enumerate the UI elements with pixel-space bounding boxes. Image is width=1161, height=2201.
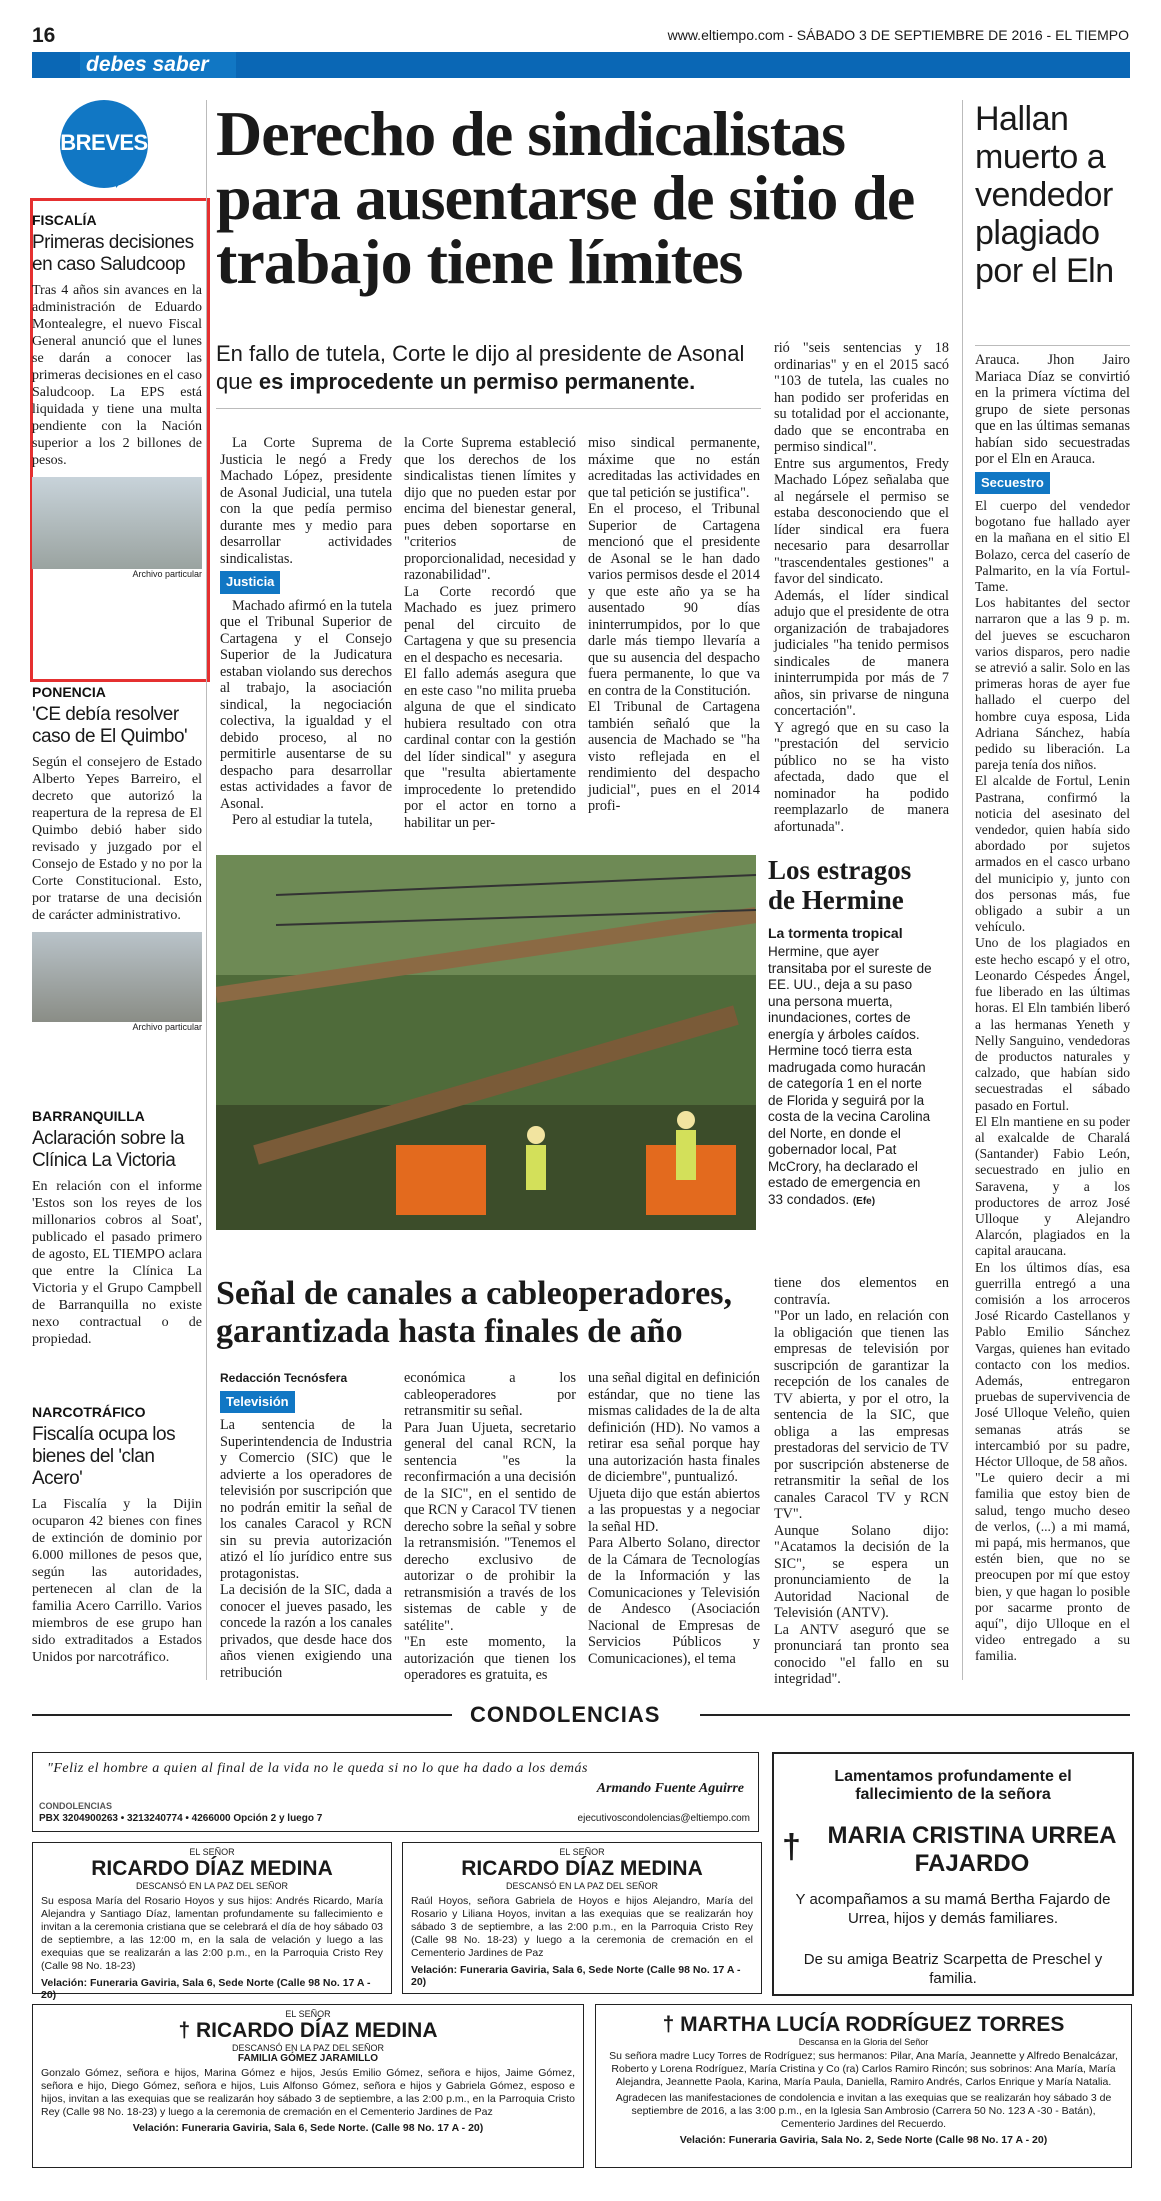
tv-headline: Señal de canales a cableoperadores, garantizada hasta finales de año (216, 1275, 732, 1350)
notice-text: Su señora madre Lucy Torres de Rodríguez; sus hermanos: Pilar, Ana María, Jeannette y Alfredo Benalcázar, Roberto y Lorena Rodríguez, María Cristina y Co (ra) Carlos Ramiro Rincón; sus sobrinos: Ana María, María Alejandra, Jeannette Paola, Karina, María Paula, Daniella, Ramiro Andrés, Carlos Enrique y María Natalia. (609, 2050, 1118, 2088)
notice-header: Lamentamos profundamente el fallecimiento de la señora (834, 1768, 1072, 1803)
notice-diaz-1 (32, 1842, 392, 2001)
brief-ponencia (32, 684, 202, 1032)
brief-narcotrafico (32, 1404, 202, 1666)
main-column-2: la Corte Suprema estableció que los derechos de los sindicalistas tienen límites y dijo que no pueden estar por encima del bienestar general, pues deben soportarse en "criterios de proporcionalidad, necesidad y razonabilidad". La Corte recordó que Machado es juez primero penal del circuito de Cartagena y que su presencia en el despacho es necesaria. El fallo además asegura que en este caso "no milita prueba alguna de que el sindicato hubiera resultado con otra cardinal contar con la gestión del líder sindical" y asegura que "resulta abiertamente improcedente lo pretendido por el actor en torno a habilitar un per- (404, 435, 576, 831)
brief-photo (32, 477, 202, 569)
condolencias-quote-box (32, 1752, 759, 1832)
main-col1-p1: La Corte Suprema de Justicia le negó a Fredy Machado López, presidente de Asonal Judicial, una tutela con la que pedía permiso durante mes y medio para desarrollar actividades sindicalistas. (220, 435, 392, 567)
notice-text-2: Agradecen las manifestaciones de condolencia e invitan a las exequias que se realizarán hoy sábado 3 de septiembre de 2016, a las 3:00 p.m., en la Iglesia San Ambrosio (Carrera 50 No. 123 A -30 - Batán), Cementerio Jardines del Recuerdo. (615, 2092, 1112, 2130)
notice-venue: Velación: Funeraria Gaviria, Sala 6, Sede Norte (Calle 98 No. 17 A - 20) (411, 1964, 741, 1988)
date-line: www.eltiempo.com - SÁBADO 3 DE SEPTIEMBRE DE 2016 - EL TIEMPO (667, 27, 1129, 43)
section-tag: Secuestro (975, 472, 1050, 495)
hermine-subtitle: La tormenta tropical (768, 925, 903, 941)
main-deck (216, 340, 756, 396)
brief-title: Fiscalía ocupa los bienes del 'clan Acero' (32, 1424, 176, 1489)
notice-post: Descansa en la Gloria del Señor (798, 2037, 929, 2047)
main-column-1 (220, 435, 392, 829)
notice-sign: De su amiga Beatriz Scarpetta de Preschel y familia. (803, 1951, 1103, 1987)
breves-bubble-tail (116, 168, 134, 188)
notice-diaz-2 (402, 1842, 762, 1994)
notice-name: RICARDO DÍAZ MEDINA (461, 1857, 703, 1880)
main-column-3: miso sindical permanente, máxime que no están acreditadas las actividades en que tal petición se justifica". En el proceso, el Tribunal Superior de Cartagena mencionó que el presidente de Asonal se le han dado varios permisos desde el 2014 y que este año ya se ha ausentado 90 días ininterrumpidos, por lo que darle más tiempo llevaría a que su ausencia del despacho fuera permanente, lo que va en contra de la Constitución. El Tribunal de Cartagena también señaló que la ausencia de Machado se "ha visto reflejada en el rendimiento del despacho judicial", pues en el 2014 profi- (588, 435, 760, 814)
cross-icon: † (662, 2013, 681, 2036)
side-body: El cuerpo del vendedor bogotano fue hallado ayer en la mañana en el sitio El Bolazo, cerca del caserío de Palmarito, en la vía Fortul-Tame. Los habitantes del sector narraron que a las 9 p. m. del jueves se escucharon varios disparos, pero nadie se atrevió a salir. Solo en las primeras horas de ayer fue hallado el cuerpo del hombre cuya esposa, Lida Adriana Sánchez, había pedido su liberación. La pareja tenía dos niños. El alcalde de Fortul, Lenin Pastrana, confirmó la noticia del asesinato del vendedor, quien había sido abordado por sujetos armados en el casco urbano del municipio y, junto con dos personas más, fue obligado a subir a un vehículo. Uno de los plagiados en este hecho escapó y el otro, Leonardo Céspedes Ángel, fue liberado en las últimas horas. El Eln también liberó a las hermanas Yeneth y Nelly Sanguino, vendedoras de productos naturales y calzado, que habían sido secuestradas el sábado pasado en Fortul. El Eln mantiene en su poder al exalcalde de Charalá (Santander) Fabio León, secuestrado en julio en Saravena, y a los productores de arroz José Ulloque y Alejandro Alarcón, plagiados en la capital araucana. En los últimos días, esa guerrilla entregó a una comisión a los arroceros José Ricardo Castellanos y Pablo Emilio Sánchez Vargas, quienes han evitado contacto con los medios. Además, entregaron pruebas de supervivencia de José Ulloque Veleño, quien semanas atrás se intercambió por su padre, Héctor Ulloque, de 58 años. "Le quiero decir a mi familia que estoy bien de salud, tengo mucho deseo de verlos, (...) a mi mamá, mi papá, mis hermanos, que estén bien, que no se preocupen por mí que estoy bien, y que hagan lo posible por sacarme pronto de aquí", dijo Ulloque en el video entregado a su familia. (975, 498, 1130, 1664)
main-col1-p3: Pero al estudiar la tutela, (232, 812, 373, 828)
column-divider (962, 100, 963, 1680)
brief-kicker: BARRANQUILLA (32, 1108, 145, 1124)
brief-kicker: PONENCIA (32, 684, 106, 700)
brief-kicker: NARCOTRÁFICO (32, 1404, 146, 1420)
contact-label: CONDOLENCIAS (39, 1801, 113, 1811)
brief-text: En relación con el informe 'Estos son los reyes de los millonarios cobros al Soat', publicado el pasado primero de agosto, EL TIEMPO aclara que entre la Clínica La Victoria y el Grupo Campbell de Barranquilla no existe nexo contractual o de propiedad. (32, 1179, 202, 1347)
tv-byline: Redacción Tecnósfera (220, 1371, 348, 1385)
main-column-4: rió "seis sentencias y 18 ordinarias" y en el 2015 sacó "103 de tutela, las cuales no han podido ser proferidas en su totalidad por el accionante, dado que se encontraba en permiso sindical". Entre sus argumentos, Fredy Machado López señalaba que al negársele el permiso se estaba desconociendo que el líder sindical era fuera necesario para desarrollar "trascendentales gestiones" a favor del sindicato. Además, el líder sindical adujo que el presidente de otra organización de trabajadores judiciales "ha tenido permisos sindicales de manera ininterrumpida por más de 7 años, sin privarse de ninguna concertación". Y agregó que en su caso la "prestación del servicio público no se ha visto afectada, dado que el nominador ha podido reemplazarlo de manera afortunada". (774, 340, 949, 835)
contact-phones: PBX 3204900263 • 3213240774 • 4266000 Opción 2 y luego 7 (39, 1813, 323, 1824)
quote-text: "Feliz el hombre a quien al final de la vida no le queda si no lo que ha dado a los demás (47, 1761, 588, 1776)
photo-credit: Archivo particular (132, 569, 202, 579)
tv-col1-text: La sentencia de la Superintendencia de Industria y Comercio (SIC) que le advierte a los operadores de televisión por suscripción que no podrán emitir la señal de los canales Caracol y RCN sin su previa autorización atizó el lío jurídico entre sus protagonistas. La decisión de la SIC, dada a conocer el jueves pasado, les concede la razón a los canales privados, que desde hace dos años vienen exigiendo una retribución (220, 1417, 392, 1681)
tv-column-2: económica a los cableoperadores por retransmitir su señal. Para Juan Ujueta, secretario general del canal RCN, la sentencia "es la reconfirmación a una decisión de la SIC", en el sentido de que RCN y Caracol TV tienen derecho sobre la señal y sobre la retransmisión. "Tenemos el derecho exclusivo de autorizar o de prohibir la retransmisión a través de los sistemas de cable y de satélite". "En este momento, la autorización que tienen los operadores es gratuita, es (404, 1370, 576, 1683)
tv-column-1 (220, 1370, 392, 1681)
notice-post: DESCANSÓ EN LA PAZ DEL SEÑOR (231, 2043, 385, 2053)
hermine-title: Los estragos de Hermine (768, 855, 912, 915)
notice-name: RICARDO DÍAZ MEDINA (91, 1857, 333, 1880)
tv-column-3: una señal digital en definición estándar, que no tiene las mismas calidades de la de alta definición (HD). No vamos a retirar esa señal porque hay una autorización hasta finales de diciembre", puntualizó. Ujueta dijo que están abiertos a las propuestas y a negociar la señal HD. Para Alberto Solano, director de la Cámara de Tecnologías de la Información y las Comunicaciones y Televisión de Andesco (Asociación Nacional de Empresas de Servicios Públicos y Comunicaciones), el tema (588, 1370, 760, 1667)
cross-icon: † (782, 1828, 801, 1866)
side-lead: Arauca. Jhon Jairo Mariaca Díaz se convirtió en la primera víctima del grupo de siete personas que en las últimas semanas habían sido secuestradas por el Eln en Arauca. (975, 352, 1130, 467)
brief-text: Tras 4 años sin avances en la administración de Eduardo Montealegre, el nuevo Fiscal General anunció que el lunes se darán a conocer las primeras decisiones en el caso Saludcoop. La EPS está liquidada y tiene una multa pendiente con la Nación superior a los 2 billones de pesos. (32, 283, 202, 468)
tv-column-4: tiene dos elementos en contravía. "Por un lado, en relación con la obligación que tienen las empresas de televisión por suscripción de garantizar la recepción de los canales de TV abierta, y por el otro, la sentencia de la SIC, que obliga a las empresas prestadoras del servicio de TV por suscripción abstenerse de retransmitir la señal de los canales Caracol TV y RCN TV". Aunque Solano dijo: "Acatamos la decisión de la SIC", se espera un pronunciamiento de la Autoridad Nacional de Televisión (ANTV). La ANTV aseguró que se pronunciará tan pronto sea conocido "el fallo en su integridad". (774, 1275, 949, 1687)
column-divider (206, 100, 207, 1680)
cross-icon: † (178, 2019, 196, 2042)
photo-credit: Archivo particular (132, 1022, 202, 1032)
notice-venue: Velación: Funeraria Gaviria, Sala 6, Sede Norte (Calle 98 No. 17 A - 20) (41, 1977, 371, 2001)
notice-text: Su esposa María del Rosario Hoyos y sus hijos: Andrés Ricardo, María Alejandra y Santiago Díaz, lamentan profundamente su fallecimiento e invitan a la ceremonia cristiana que se celebrará el día de hoy sábado 03 de septiembre, a las 12:00 m, en la sala de velación y luego a las exequias que se realizarán a las 2:00 p.m., en la Parroquia Cristo Rey (Calle 98 No. 18-23) (41, 1895, 383, 1972)
side-column (975, 352, 1130, 1665)
notice-pre: EL SEÑOR (559, 1847, 605, 1857)
brief-text: La Fiscalía y la Dijin ocuparon 42 bienes con fines de extinción de dominio por 6.000 millones de pesos que, según las autoridades, pertenecen al clan de la familia Acero Carrillo. Varios miembros de ese grupo han sido extraditados a Estados Unidos por narcotráfico. (32, 1497, 202, 1665)
notice-post: DESCANSÓ EN LA PAZ DEL SEÑOR (505, 1881, 659, 1891)
deck-line-2b: es improcedente un permiso permanente. (258, 369, 696, 394)
notice-name-text: RICARDO DÍAZ MEDINA (196, 2019, 438, 2042)
hermine-credit: (Efe) (852, 1195, 876, 1207)
notice-pre: EL SEÑOR (285, 2009, 331, 2019)
brief-photo (32, 932, 202, 1022)
main-col1-p2: Machado afirmó en la tutela que el Tribunal Superior de Cartagena y el Consejo Superior de la Judicatura estaban violando sus derechos al trabajo, la asociación sindical, la negociación colectiva, la igualdad y el debido proceso, al no permitirle ausentarse de su despacho para desarrollar estas actividades a favor de Asonal. (220, 597, 392, 812)
deck-rule (216, 408, 761, 409)
notice-name: MARIA CRISTINA URREA FAJARDO (827, 1822, 1117, 1877)
brief-text: Según el consejero de Estado Alberto Yepes Barreiro, el decreto que autorizó la reapertura de la represa de El Quimbo debió haber sido revisado y juzgado por el Consejo de Estado y no por la Corte Constitucional. Esto, por tratarse de una decisión de carácter administrativo. (32, 755, 202, 923)
notice-name-text: MARTHA LUCÍA RODRÍGUEZ TORRES (680, 2013, 1065, 2036)
brief-kicker: FISCALÍA (32, 212, 97, 228)
notice-name (33, 2019, 583, 2043)
contact-email: ejecutivoscondolencias@eltiempo.com (577, 1813, 750, 1824)
brief-barranquilla (32, 1108, 202, 1348)
side-headline: Hallan muerto a vendedor plagiado por el Eln (975, 100, 1114, 290)
hermine-text (768, 944, 938, 1210)
hermine-body: Hermine, que ayer transitaba por el sureste de EE. UU., deja a su paso una persona muerta, inundaciones, cortes de energía y árboles caídos. Hermine tocó tierra esta madrugada como huracán de categoría 1 en el norte de Florida y seguirá por la costa de la vecina Carolina del Norte, en donde el gobernador local, Pat McCrory, ha declarado el estado de emergencia en 33 condados. (768, 944, 932, 1207)
notice-pre: EL SEÑOR (189, 1847, 235, 1857)
notice-venue: Velación: Funeraria Gaviria, Sala No. 2, Sede Norte (Calle 98 No. 17 A - 20) (679, 2134, 1048, 2146)
condolencias-rule-left (32, 1714, 452, 1716)
notice-text: Gonzalo Gómez, señora e hijos, Marina Gómez e hijos, Jesús Emilio Gómez, señora e hijos, Jaime Gómez, señora e hijo, Diego Gómez, señora e hijos, Luis Alfonso Gómez, señora e hijos y Gabriela Gómez, esposo e hijos, invitan a las exequias que se realizarán hoy sábado 3 de septiembre, a las 2:00 p.m., en la Parroquia Cristo Rey (Calle 98 No. 18-23) y luego a la ceremonia de cremación en el Cementerio Jardines de Paz (41, 2067, 575, 2118)
section-title: debes saber (80, 52, 236, 78)
brief-title: Primeras decisiones en caso Saludcoop (32, 232, 194, 275)
main-headline: Derecho de sindicalistas para ausentarse de sitio de trabajo tiene límites (216, 98, 915, 297)
condolencias-title: CONDOLENCIAS (470, 1702, 661, 1727)
brief-fiscalia (32, 212, 202, 579)
condolencias-rule-right (700, 1714, 1130, 1716)
notice-rodriguez (595, 2004, 1132, 2168)
storm-damage-image (216, 855, 756, 1230)
brief-title: 'CE debía resolver caso de El Quimbo' (32, 704, 188, 747)
notice-name (596, 2013, 1131, 2037)
section-tag: Justicia (220, 571, 280, 594)
notice-urrea (772, 1752, 1134, 1996)
notice-text: Y acompañamos a su mamá Bertha Fajardo de Urrea, hijos y demás familiares. (795, 1891, 1111, 1927)
section-tag: Televisión (220, 1391, 295, 1414)
hermine-photo (216, 855, 756, 1230)
breves-label: BREVES (60, 130, 148, 155)
notice-venue: Velación: Funeraria Gaviria, Sala 6, Sede Norte. (Calle 98 No. 17 A - 20) (132, 2122, 484, 2134)
notice-family: FAMILIA GÓMEZ JARAMILLO (237, 2053, 379, 2064)
brief-title: Aclaración sobre la Clínica La Victoria (32, 1128, 185, 1171)
deck-line-1: En fallo de tutela, Corte le dijo al presidente de Asonal (216, 341, 745, 366)
notice-text: Raúl Hoyos, señora Gabriela de Hoyos e hijos Alejandro, María del Rosario y Liliana Hoyos, invitan a las exequias que se realizarán hoy sábado 3 de septiembre, a las 2:00 p.m., en la Parroquia Cristo Rey (Calle 98 No. 18-23) y luego a la ceremonia de cremación en el Cementerio Jardines de Paz (411, 1895, 753, 1959)
quote-author: Armando Fuente Aguirre (596, 1781, 744, 1796)
notice-post: DESCANSÓ EN LA PAZ DEL SEÑOR (135, 1881, 289, 1891)
deck-line-2a: que (216, 369, 259, 394)
side-rule (975, 345, 1130, 346)
notice-diaz-3 (32, 2004, 584, 2168)
page-number: 16 (32, 24, 56, 47)
